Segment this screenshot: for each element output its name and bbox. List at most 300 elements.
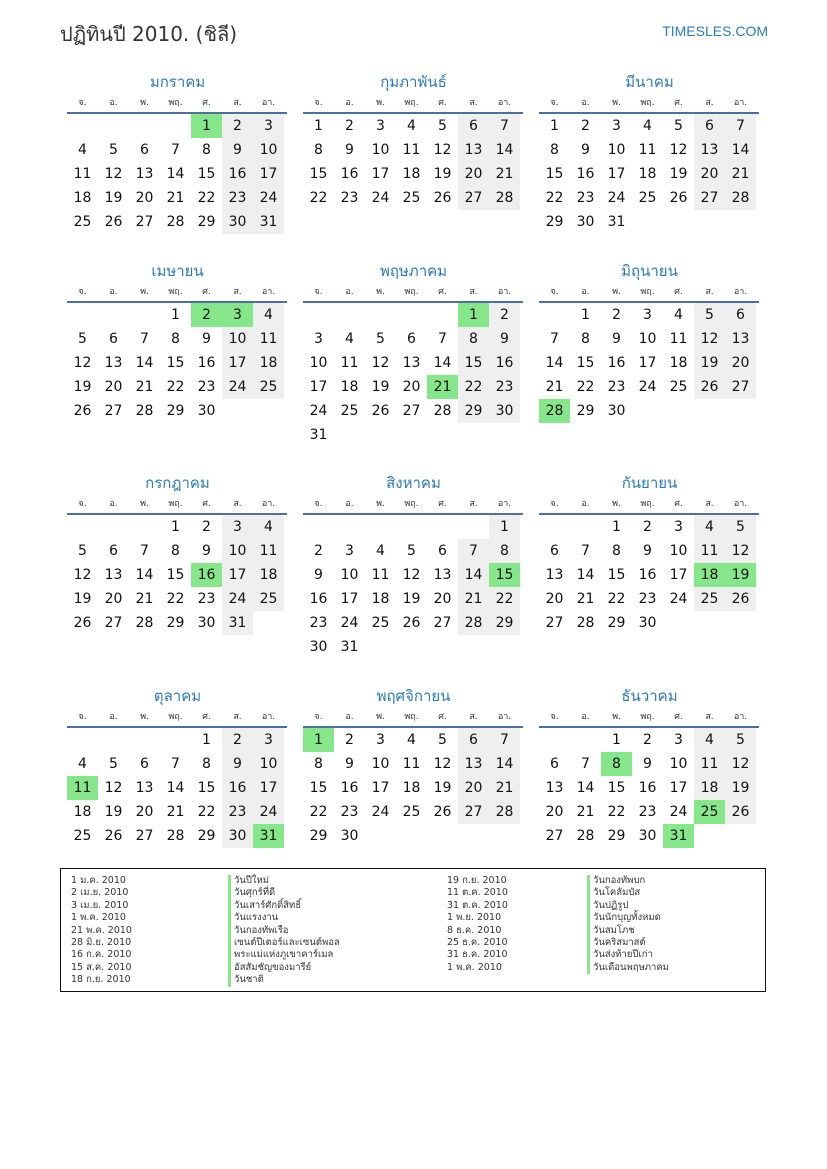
day-cell: 1 (171, 307, 180, 323)
weekday-label: อ. (581, 499, 590, 509)
weekday-label: พฤ. (640, 499, 655, 509)
day-cell: 21 (458, 587, 489, 611)
day-cell: 25 (73, 214, 92, 230)
holiday-day-cell: 25 (694, 800, 725, 824)
holiday-day-cell: 1 (303, 728, 334, 752)
month-block (539, 70, 760, 234)
weekday-label: พ. (612, 499, 621, 509)
weekday-label: พ. (140, 287, 149, 297)
holiday-date: 8 ธ.ค. 2010 (447, 924, 502, 936)
weekday-header (67, 708, 288, 726)
weekday-label: พฤ. (404, 712, 419, 722)
day-cell: 31 (340, 639, 359, 655)
day-cell: 9 (643, 756, 652, 772)
day-cell: 18 (669, 355, 688, 371)
day-cell: 1 (489, 515, 520, 539)
day-cell: 19 (73, 379, 92, 395)
day-cell: 28 (576, 828, 595, 844)
day-cell: 7 (171, 142, 180, 158)
day-cell: 16 (197, 355, 216, 371)
day-cell: 5 (407, 543, 416, 559)
day-cell: 10 (371, 756, 390, 772)
day-cell: 25 (371, 615, 390, 631)
day-cell: 21 (489, 162, 520, 186)
day-cell: 26 (104, 828, 123, 844)
day-cell: 21 (166, 804, 185, 820)
day-cell: 17 (607, 166, 626, 182)
holiday-date: 3 เม.ย. 2010 (71, 899, 129, 911)
day-cell: 26 (669, 190, 688, 206)
holiday-name: วันเดือนพฤษภาคม (587, 962, 669, 974)
weekday-label: อา. (733, 98, 748, 108)
day-cell: 14 (458, 563, 489, 587)
day-cell: 9 (612, 331, 621, 347)
weekday-label: พ. (612, 287, 621, 297)
weekday-label: ศ. (438, 98, 447, 108)
weekday-label: อา. (497, 499, 512, 509)
weekday-header (303, 283, 524, 301)
weekday-label: อา. (733, 712, 748, 722)
day-cell: 18 (253, 563, 284, 587)
weekday-label: ส. (469, 499, 478, 509)
empty-day-cell (98, 728, 129, 752)
day-grid (539, 114, 759, 234)
day-cell: 13 (402, 355, 421, 371)
day-grid (67, 728, 287, 848)
page-title: ปฏิทินปี 2010. (ชิลี) (60, 22, 238, 46)
weekday-label: อ. (109, 287, 118, 297)
day-cell: 11 (340, 355, 359, 371)
weekday-label: พ. (612, 98, 621, 108)
brand-link[interactable]: TIMESLES.COM (662, 23, 768, 39)
weekday-header (67, 283, 288, 301)
empty-day-cell (129, 303, 160, 327)
day-cell: 26 (73, 403, 92, 419)
empty-day-cell (539, 728, 570, 752)
day-cell: 12 (104, 780, 123, 796)
day-cell: 28 (135, 615, 154, 631)
day-grid (67, 515, 287, 635)
day-cell: 4 (253, 303, 284, 327)
day-cell: 2 (222, 728, 253, 752)
day-cell: 27 (402, 403, 421, 419)
day-cell: 4 (253, 515, 284, 539)
weekday-label: อ. (345, 98, 354, 108)
day-cell: 31 (607, 214, 626, 230)
day-cell: 8 (612, 543, 621, 559)
day-cell: 30 (638, 828, 657, 844)
day-cell: 24 (669, 804, 688, 820)
day-cell: 22 (576, 379, 595, 395)
day-cell: 20 (433, 591, 452, 607)
day-cell: 17 (253, 162, 284, 186)
weekday-label: อา. (261, 712, 276, 722)
day-cell: 24 (253, 186, 284, 210)
day-cell: 9 (202, 331, 211, 347)
month-name: พฤศจิกายน (376, 687, 451, 705)
holiday-name: วันศุกร์ที่ดี (228, 887, 340, 899)
holiday-day-cell: 3 (222, 303, 253, 327)
day-cell: 12 (73, 567, 92, 583)
day-cell: 6 (458, 114, 489, 138)
empty-day-cell (539, 515, 570, 539)
day-cell: 21 (725, 162, 756, 186)
weekday-label: ส. (469, 712, 478, 722)
day-cell: 8 (314, 756, 323, 772)
day-cell: 26 (433, 190, 452, 206)
weekday-label: อา. (497, 287, 512, 297)
weekday-label: พฤ. (404, 287, 419, 297)
day-cell: 22 (166, 379, 185, 395)
day-cell: 5 (674, 118, 683, 134)
holiday-day-cell: 16 (191, 563, 222, 587)
weekday-label: จ. (78, 98, 87, 108)
month-name: มกราคม (149, 73, 206, 91)
month-block (67, 471, 288, 635)
weekday-label: อ. (109, 712, 118, 722)
day-cell: 15 (607, 567, 626, 583)
day-cell: 4 (407, 118, 416, 134)
day-cell: 3 (253, 728, 284, 752)
day-cell: 9 (581, 142, 590, 158)
day-cell: 23 (638, 591, 657, 607)
day-cell: 7 (458, 539, 489, 563)
day-cell: 15 (166, 567, 185, 583)
day-cell: 5 (109, 756, 118, 772)
day-cell: 19 (73, 591, 92, 607)
day-cell: 25 (402, 190, 421, 206)
holiday-date: 31 ต.ค. 2010 (447, 899, 508, 911)
day-cell: 14 (725, 138, 756, 162)
day-cell: 8 (202, 142, 211, 158)
weekday-label: อ. (109, 499, 118, 509)
weekday-header (539, 495, 760, 513)
day-grid (67, 303, 287, 423)
day-cell: 20 (458, 776, 489, 800)
day-cell: 19 (104, 804, 123, 820)
day-cell: 5 (694, 303, 725, 327)
day-cell: 17 (371, 166, 390, 182)
day-cell: 6 (458, 728, 489, 752)
day-cell: 25 (694, 587, 725, 611)
day-cell: 18 (73, 804, 92, 820)
day-cell: 17 (669, 780, 688, 796)
weekday-label: จ. (78, 712, 87, 722)
day-cell: 2 (643, 732, 652, 748)
day-cell: 4 (407, 732, 416, 748)
day-cell: 6 (725, 303, 756, 327)
day-cell: 16 (638, 780, 657, 796)
day-cell: 24 (309, 403, 328, 419)
day-cell: 21 (489, 776, 520, 800)
day-cell: 9 (314, 567, 323, 583)
month-block (67, 684, 288, 848)
day-cell: 23 (222, 186, 253, 210)
day-cell: 23 (340, 190, 359, 206)
day-grid (539, 728, 759, 848)
day-cell: 8 (550, 142, 559, 158)
day-cell: 3 (376, 118, 385, 134)
day-cell: 26 (725, 587, 756, 611)
day-cell: 8 (171, 331, 180, 347)
day-cell: 20 (725, 351, 756, 375)
day-cell: 29 (545, 214, 564, 230)
day-grid (303, 515, 523, 659)
day-cell: 19 (104, 190, 123, 206)
weekday-label: อ. (345, 499, 354, 509)
day-cell: 3 (253, 114, 284, 138)
day-cell: 16 (607, 355, 626, 371)
day-cell: 27 (135, 214, 154, 230)
day-cell: 28 (166, 214, 185, 230)
day-cell: 11 (694, 752, 725, 776)
day-cell: 2 (489, 303, 520, 327)
day-cell: 29 (607, 828, 626, 844)
day-cell: 27 (104, 615, 123, 631)
day-cell: 15 (197, 166, 216, 182)
month-block (303, 684, 524, 848)
weekday-label: ส. (705, 712, 714, 722)
holiday-date: 28 มิ.ย. 2010 (71, 936, 132, 948)
day-cell: 6 (438, 543, 447, 559)
day-cell: 6 (140, 756, 149, 772)
day-cell: 10 (669, 543, 688, 559)
month-block (539, 259, 760, 423)
day-cell: 19 (433, 780, 452, 796)
day-cell: 11 (694, 539, 725, 563)
day-cell: 19 (433, 166, 452, 182)
day-cell: 13 (458, 138, 489, 162)
weekday-label: จ. (550, 98, 559, 108)
month-block (303, 70, 524, 210)
day-cell: 10 (253, 138, 284, 162)
weekday-label: พฤ. (168, 287, 183, 297)
month-name: พฤษภาคม (379, 262, 448, 280)
weekday-header (539, 283, 760, 301)
empty-day-cell (129, 114, 160, 138)
day-cell: 25 (73, 828, 92, 844)
day-cell: 27 (545, 828, 564, 844)
holiday-date: 1 พ.ค. 2010 (71, 912, 126, 924)
day-cell: 16 (340, 780, 359, 796)
day-cell: 11 (638, 142, 657, 158)
empty-day-cell (98, 303, 129, 327)
weekday-label: พฤ. (168, 499, 183, 509)
day-cell: 4 (78, 756, 87, 772)
weekday-header (67, 495, 288, 513)
day-cell: 19 (371, 379, 390, 395)
day-cell: 4 (674, 307, 683, 323)
day-cell: 23 (607, 379, 626, 395)
weekday-label: พ. (140, 712, 149, 722)
day-cell: 30 (638, 615, 657, 631)
day-cell: 29 (166, 403, 185, 419)
day-cell: 22 (458, 375, 489, 399)
day-cell: 12 (694, 327, 725, 351)
weekday-label: อ. (581, 98, 590, 108)
day-cell: 9 (345, 142, 354, 158)
day-cell: 27 (135, 828, 154, 844)
empty-day-cell (365, 303, 396, 327)
day-cell: 20 (104, 591, 123, 607)
day-cell: 7 (438, 331, 447, 347)
day-cell: 21 (166, 190, 185, 206)
holiday-name: วันกองทัพเรือ (228, 925, 340, 937)
day-cell: 13 (135, 780, 154, 796)
day-cell: 14 (545, 355, 564, 371)
weekday-label: อ. (345, 287, 354, 297)
weekday-label: พ. (376, 712, 385, 722)
day-cell: 29 (197, 828, 216, 844)
day-cell: 11 (669, 331, 688, 347)
empty-day-cell (427, 303, 458, 327)
holiday-day-cell: 2 (191, 303, 222, 327)
day-cell: 27 (725, 375, 756, 399)
day-cell: 20 (458, 162, 489, 186)
day-cell: 29 (166, 615, 185, 631)
day-cell: 6 (407, 331, 416, 347)
day-cell: 15 (545, 166, 564, 182)
day-cell: 29 (576, 403, 595, 419)
day-cell: 8 (202, 756, 211, 772)
day-cell: 12 (669, 142, 688, 158)
day-cell: 5 (78, 543, 87, 559)
day-cell: 2 (222, 114, 253, 138)
weekday-label: พ. (376, 98, 385, 108)
day-cell: 31 (222, 611, 253, 635)
day-cell: 29 (458, 399, 489, 423)
day-cell: 6 (109, 331, 118, 347)
day-cell: 13 (694, 138, 725, 162)
day-cell: 6 (140, 142, 149, 158)
day-cell: 27 (433, 615, 452, 631)
holiday-day-cell: 15 (489, 563, 520, 587)
day-cell: 27 (458, 800, 489, 824)
day-cell: 18 (340, 379, 359, 395)
holiday-day-cell: 11 (67, 776, 98, 800)
month-name: ตุลาคม (153, 687, 202, 705)
day-cell: 10 (371, 142, 390, 158)
day-cell: 17 (340, 591, 359, 607)
empty-day-cell (129, 515, 160, 539)
day-cell: 23 (340, 804, 359, 820)
holiday-name: วันคริสมาสต์ (587, 937, 669, 949)
day-cell: 17 (222, 351, 253, 375)
day-cell: 3 (376, 732, 385, 748)
weekday-label: พฤ. (640, 712, 655, 722)
day-cell: 3 (643, 307, 652, 323)
day-cell: 27 (104, 403, 123, 419)
weekday-label: พ. (140, 499, 149, 509)
day-cell: 11 (371, 567, 390, 583)
empty-day-cell (334, 515, 365, 539)
day-cell: 28 (166, 828, 185, 844)
weekday-header (539, 708, 760, 726)
day-cell: 18 (253, 351, 284, 375)
empty-day-cell (160, 728, 191, 752)
day-cell: 20 (402, 379, 421, 395)
day-cell: 14 (166, 166, 185, 182)
weekday-label: ศ. (438, 712, 447, 722)
holiday-name: วันแรงงาน (228, 912, 340, 924)
weekday-label: พ. (140, 98, 149, 108)
weekday-label: อ. (345, 712, 354, 722)
weekday-label: ส. (233, 712, 242, 722)
day-grid (67, 114, 287, 234)
day-cell: 20 (545, 591, 564, 607)
empty-day-cell (334, 303, 365, 327)
empty-day-cell (570, 515, 601, 539)
month-name: กุมภาพันธ์ (380, 73, 447, 91)
day-cell: 30 (197, 615, 216, 631)
holiday-day-cell: 21 (427, 375, 458, 399)
weekday-label: พ. (612, 712, 621, 722)
day-cell: 24 (222, 587, 253, 611)
empty-day-cell (67, 114, 98, 138)
day-cell: 22 (545, 190, 564, 206)
weekday-label: จ. (550, 712, 559, 722)
holiday-date: 31 ธ.ค. 2010 (447, 949, 508, 961)
day-cell: 13 (104, 355, 123, 371)
empty-day-cell (303, 303, 334, 327)
empty-day-cell (458, 515, 489, 539)
day-cell: 12 (371, 355, 390, 371)
day-cell: 6 (109, 543, 118, 559)
day-cell: 6 (550, 543, 559, 559)
day-cell: 9 (202, 543, 211, 559)
day-cell: 23 (222, 800, 253, 824)
day-cell: 11 (73, 166, 92, 182)
day-cell: 3 (674, 732, 683, 748)
empty-day-cell (98, 114, 129, 138)
weekday-header (539, 94, 760, 112)
weekday-label: อา. (497, 712, 512, 722)
day-cell: 28 (576, 615, 595, 631)
day-cell: 27 (694, 186, 725, 210)
day-cell: 10 (222, 539, 253, 563)
holiday-name: พระแม่แห่งภูเขาคาร์เมล (228, 949, 340, 961)
day-cell: 20 (545, 804, 564, 820)
weekday-label: ศ. (438, 499, 447, 509)
holiday-dates-column-2 (447, 875, 508, 974)
day-cell: 16 (638, 567, 657, 583)
day-cell: 16 (309, 591, 328, 607)
day-cell: 6 (550, 756, 559, 772)
day-cell: 26 (433, 804, 452, 820)
day-cell: 2 (314, 543, 323, 559)
day-cell: 17 (253, 776, 284, 800)
weekday-label: ศ. (202, 499, 211, 509)
month-name: มิถุนายน (621, 262, 678, 280)
day-cell: 3 (674, 519, 683, 535)
day-cell: 13 (545, 780, 564, 796)
day-cell: 5 (725, 515, 756, 539)
empty-day-cell (160, 114, 191, 138)
weekday-label: พฤ. (404, 98, 419, 108)
day-cell: 15 (309, 166, 328, 182)
weekday-label: อา. (261, 499, 276, 509)
day-cell: 15 (458, 351, 489, 375)
empty-day-cell (427, 515, 458, 539)
holiday-date: 1 พ.ย. 2010 (447, 912, 502, 924)
day-cell: 11 (402, 142, 421, 158)
holiday-date: 16 ก.ค. 2010 (71, 949, 132, 961)
day-cell: 12 (725, 539, 756, 563)
day-cell: 10 (638, 331, 657, 347)
holiday-date: 11 ต.ค. 2010 (447, 887, 508, 899)
day-cell: 7 (489, 728, 520, 752)
month-block (303, 259, 524, 447)
